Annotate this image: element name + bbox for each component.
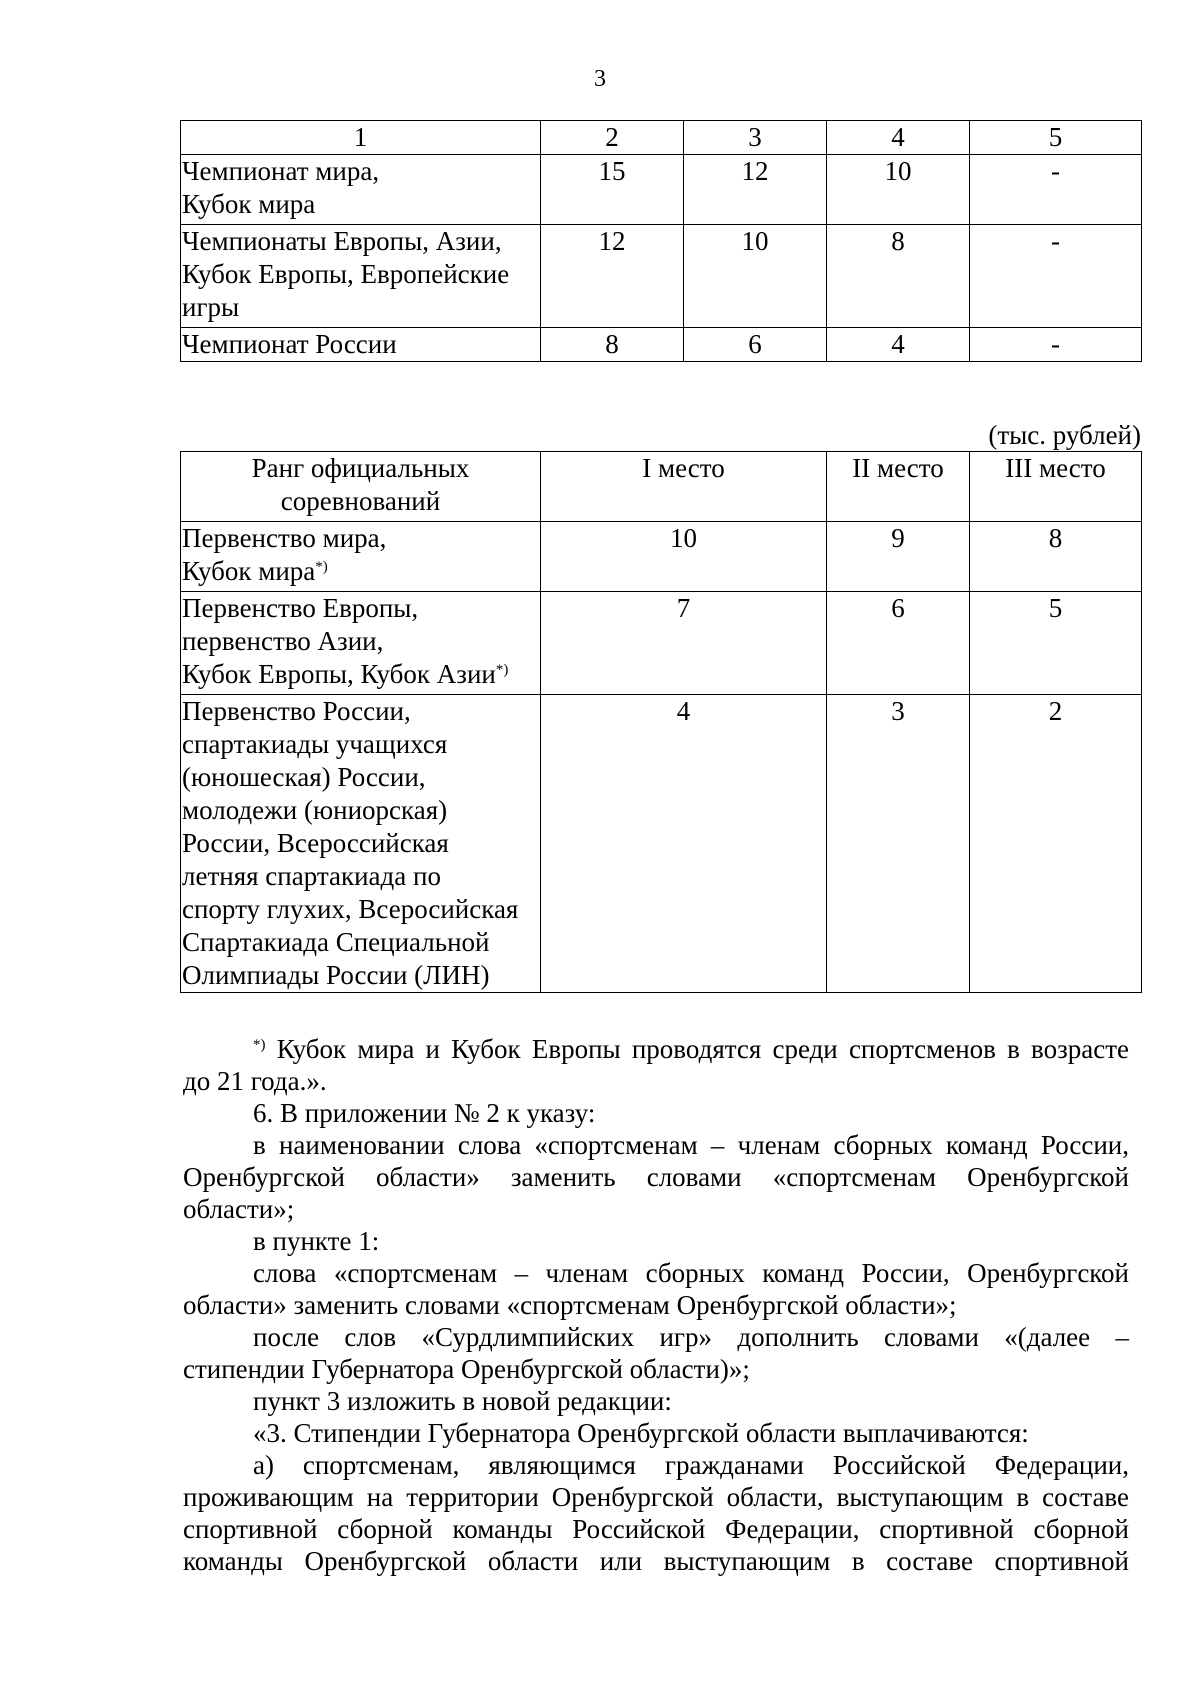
cell-line: Первенство России,: [182, 696, 411, 726]
body-line: а) спортсменам, являющимся гражданами Российской Федерации,: [253, 1450, 1129, 1480]
third-place-header: III место: [970, 452, 1142, 522]
body-line: после слов «Сурдлимпийских игр» дополнить словами «(далее –: [253, 1322, 1129, 1352]
cell-line: игры: [182, 292, 240, 322]
rank-header-cell: [181, 452, 541, 522]
footnote-line: [253, 1033, 1129, 1065]
cell-line: (юношеская) России,: [182, 762, 426, 792]
cell-line: Чемпионат России: [182, 329, 397, 359]
table-header-row: [181, 121, 1142, 155]
cell-line: Спартакиада Специальной: [182, 927, 490, 957]
table-row: [181, 225, 1142, 328]
competition-name-cell: [181, 522, 541, 592]
cell-line: [182, 555, 539, 588]
footnote-mark: *): [315, 559, 328, 575]
body-line: области»;: [183, 1194, 295, 1224]
cell-line-text: Кубок Европы, Кубок Азии: [182, 659, 496, 689]
table-row: [181, 695, 1142, 993]
first-place-header: I место: [541, 452, 827, 522]
column-number: 1: [181, 121, 541, 155]
value-cell: 8: [970, 522, 1142, 592]
body-line: команды Оренбургской области или выступающим в составе спортивной: [183, 1546, 1129, 1576]
value-cell: 15: [541, 155, 684, 225]
footnote-text: Кубок мира и Кубок Европы проводятся среди спортсменов в возрасте: [276, 1034, 1129, 1064]
cell-line: Чемпионаты Европы, Азии,: [182, 226, 502, 256]
cell-line: соревнований: [280, 486, 441, 516]
body-line: проживающим на территории Оренбургской области, выступающим в составе: [183, 1482, 1129, 1512]
value-cell: 8: [827, 225, 970, 328]
competition-name-cell: [181, 695, 541, 993]
cell-line: Первенство мира,: [182, 523, 387, 553]
cell-line: Олимпиады России (ЛИН): [182, 960, 490, 990]
footnote-mark: *): [253, 1037, 266, 1053]
body-line: в пункте 1:: [253, 1226, 380, 1256]
value-cell: 8: [541, 328, 684, 362]
cell-line: Чемпионат мира,: [182, 156, 380, 186]
page-number: 3: [594, 66, 606, 92]
table-row: [181, 328, 1142, 362]
body-line: слова «спортсменам – членам сборных команд России, Оренбургской: [253, 1258, 1129, 1288]
body-line: пункт 3 изложить в новой редакции:: [253, 1386, 672, 1416]
value-cell: 5: [970, 592, 1142, 695]
competition-name-cell: [181, 328, 541, 362]
cell-line: летняя спартакиада по: [182, 861, 441, 891]
value-cell: 9: [827, 522, 970, 592]
column-number: 4: [827, 121, 970, 155]
cell-line: первенство Азии,: [182, 626, 384, 656]
value-cell: 10: [541, 522, 827, 592]
value-cell: 6: [827, 592, 970, 695]
value-cell: 7: [541, 592, 827, 695]
body-line: области» заменить словами «спортсменам Оренбургской области»;: [183, 1290, 957, 1320]
currency-unit-label: (тыс. рублей): [988, 420, 1141, 450]
table-row: [181, 592, 1142, 695]
second-place-header: II место: [827, 452, 970, 522]
body-line: «3. Стипендии Губернатора Оренбургской области выплачиваются:: [253, 1418, 1029, 1448]
value-cell: 10: [827, 155, 970, 225]
value-cell: -: [970, 225, 1142, 328]
cell-line: Кубок Европы, Европейские: [182, 259, 510, 289]
value-cell: 2: [970, 695, 1142, 993]
cell-line: Кубок мира: [182, 189, 316, 219]
value-cell: 10: [684, 225, 827, 328]
cell-line: Ранг официальных: [251, 453, 470, 483]
body-line: в наименовании слова «спортсменам – членам сборных команд России,: [253, 1130, 1129, 1160]
value-cell: -: [970, 155, 1142, 225]
value-cell: 12: [541, 225, 684, 328]
value-cell: 4: [827, 328, 970, 362]
value-cell: -: [970, 328, 1142, 362]
cell-line: спартакиады учащихся: [182, 729, 448, 759]
table-header-row: [181, 452, 1142, 522]
value-cell: 6: [684, 328, 827, 362]
body-line: 6. В приложении № 2 к указу:: [253, 1098, 596, 1128]
value-cell: 4: [541, 695, 827, 993]
cell-line: [182, 658, 539, 691]
competition-name-cell: [181, 225, 541, 328]
body-line: спортивной сборной команды Российской Федерации, спортивной сборной: [183, 1514, 1129, 1544]
prize-table: [180, 451, 1142, 993]
table-row: [181, 522, 1142, 592]
column-number: 2: [541, 121, 684, 155]
cell-line: России, Всероссийская: [182, 828, 449, 858]
footnote-mark: *): [495, 662, 509, 678]
cell-line: Первенство Европы,: [182, 593, 419, 623]
cell-line: спорту глухих, Всеросийская: [182, 894, 519, 924]
cell-line: молодежи (юниорская): [182, 795, 448, 825]
cell-line-text: Кубок мира: [182, 556, 316, 586]
footnote-line: до 21 года.».: [183, 1066, 327, 1096]
body-line: Оренбургской области» заменить словами «спортсменам Оренбургской: [183, 1162, 1129, 1192]
competition-name-cell: [181, 592, 541, 695]
competition-name-cell: [181, 155, 541, 225]
column-number: 3: [684, 121, 827, 155]
column-number: 5: [970, 121, 1142, 155]
competition-points-table: [180, 120, 1142, 362]
value-cell: 12: [684, 155, 827, 225]
table-row: [181, 155, 1142, 225]
value-cell: 3: [827, 695, 970, 993]
body-line: стипендии Губернатора Оренбургской области)»;: [183, 1354, 750, 1384]
